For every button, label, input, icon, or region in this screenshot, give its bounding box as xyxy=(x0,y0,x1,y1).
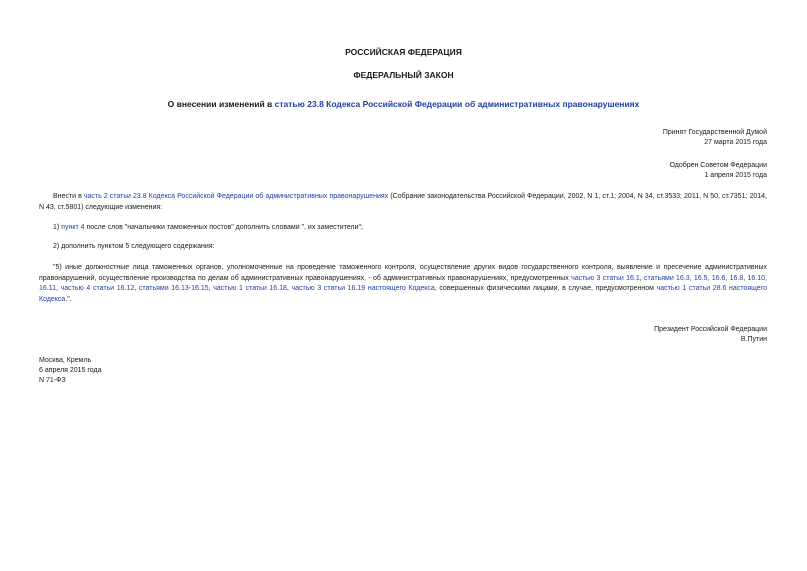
item-1-prefix: 1) xyxy=(53,224,62,231)
item-1-paragraph xyxy=(39,223,767,234)
article-link[interactable]: 16.5 xyxy=(693,274,708,282)
duma-adoption-label: Принят Государственной Думой xyxy=(662,129,767,136)
article-link[interactable]: 16.8 xyxy=(729,274,744,282)
article-link[interactable]: 16.6 xyxy=(711,274,726,282)
article-link[interactable]: 16.11 xyxy=(39,285,56,292)
signature-name: В.Путин xyxy=(740,336,767,343)
country-heading: РОССИЙСКАЯ ФЕДЕРАЦИЯ xyxy=(345,47,462,57)
article-28-6-link[interactable]: частью 1 статьи 28.6 настоящего Кодекса xyxy=(39,285,767,303)
doc-type-heading: ФЕДЕРАЛЬНЫЙ ЗАКОН xyxy=(353,70,454,80)
article-link[interactable]: частью 3 статьи 16.19 настоящего Кодекса xyxy=(291,285,435,292)
item-2-paragraph xyxy=(39,242,767,253)
title-prefix: О внесении изменений в xyxy=(167,99,275,109)
footer-place: Москва, Кремль xyxy=(39,357,92,364)
article-link[interactable]: частью 4 статьи 16.12 xyxy=(60,285,135,292)
duma-adoption-date: 27 марта 2015 года xyxy=(704,139,767,146)
footer-number: N 71-ФЗ xyxy=(39,377,66,384)
item-1-suffix: после слов "начальники таможенных постов" дополнить словами ", их заместители"; xyxy=(84,224,363,231)
item-5-end: .". xyxy=(65,295,72,303)
article-link[interactable]: частью 3 статьи 16.1 xyxy=(571,274,640,282)
title-article-link[interactable]: статью 23.8 Кодекса Российской Федерации об административных правонарушениях xyxy=(274,99,640,109)
duma-adoption xyxy=(663,128,767,148)
item-5-mid: , совершенных физическими лицами, в случае, предусмотренном xyxy=(434,285,657,292)
council-approval-date: 1 апреля 2015 года xyxy=(704,172,767,179)
article-link[interactable]: статьями 16.13-16.15 xyxy=(138,285,209,292)
intro-suffix: (Собрание законодательства Российской Федерации, 2002, N 1, ст.1; 2004, N 34, ст.3533; 2011, N 50, ст.7351; 2014, N 43, ст.5801) следующие изменения: xyxy=(39,193,767,211)
council-approval-label: Одобрен Советом Федерации xyxy=(669,162,767,169)
signature-block xyxy=(654,325,767,345)
item-5-paragraph: "5) иные должностные лица таможенных органов, уполномоченные на проведение таможенного контроля, осуществление других видов государственного контроля, выявление и пресечение административных правонарушений, осуществление производства по делам об административных правонарушениях, - об административных правонарушениях, предусмотренных частью 3 статьи 16.1, статьями 16.3, 16.5, 16.6, 16.8, 16.10, 16.11, частью 4 статьи 16.12, статьями 16.13-16.15, частью 1 статьи 16.18, частью 3 статьи 16.19 настоящего Кодекса, совершенных физическими лицами, в случае, предусмотренном частью 1 статьи 28.6 настоящего Кодекса.". xyxy=(39,264,768,303)
item-2-text: 2) дополнить пунктом 5 следующего содержания: xyxy=(53,243,215,250)
article-link[interactable]: 16.10 xyxy=(747,274,766,282)
council-approval xyxy=(669,161,767,181)
document-title xyxy=(0,99,807,109)
intro-article-link[interactable]: часть 2 статьи 23.8 Кодекса Российской Федерации об административных правонарушениях xyxy=(83,193,389,200)
signature-position: Президент Российской Федерации xyxy=(654,326,767,333)
article-link[interactable]: статьями 16.3 xyxy=(644,274,690,282)
intro-prefix: Внести в xyxy=(53,193,84,200)
intro-paragraph xyxy=(39,192,767,213)
item-5-text: "5) иные должностные лица таможенных органов, уполномоченные на проведение таможенного контроля, осуществление других видов государственного контроля, выявление и пресечение административных правонарушений, осуществление производства по делам об административных правонарушениях, - об административных правонарушениях, предусмотренных xyxy=(39,264,767,282)
footer-date: 6 апреля 2015 года xyxy=(39,367,102,374)
item-1-link[interactable]: пункт 4 xyxy=(61,224,85,231)
article-link[interactable]: частью 1 статьи 16.18 xyxy=(213,285,287,292)
